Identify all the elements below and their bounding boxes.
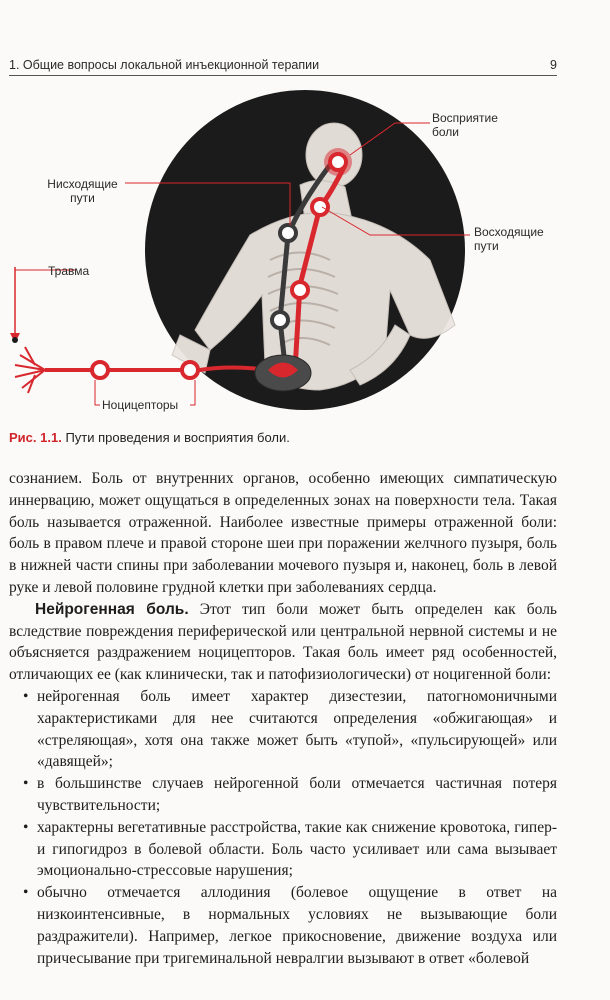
dark-node-lower	[272, 312, 288, 328]
caption-text: Пути проведения и восприятия боли.	[65, 430, 290, 445]
caption-figure-number: Рис. 1.1.	[9, 430, 62, 445]
list-item: • нейрогенная боль имеет характер дизестезии, патогномоничными характеристиками для нее считаются определения «обжигающая» и «стреляющая», хотя она также может быть «тупой», «пульсирующей» или «давящей»;	[9, 686, 557, 773]
neurogenic-features-list	[9, 686, 557, 969]
list-item: • характерны вегетативные расстройства, такие как снижение кровотока, гипер- и гипогидроз в болевой области. Боль часто усиливает или сама вызывает эмоционально-стрессовые нарушения;	[9, 817, 557, 882]
nerve-endings	[15, 347, 45, 393]
neurogenic-pain-text: Этот тип боли может быть определен как боль вследствие повреждения периферической или центральной нервной системы и не объясняется раздражением ноцицепторов. Такая боль имеет ряд особенностей, отличающих ее (как клинически, так и патофизиологически) от ноцигенной боли:	[9, 600, 557, 684]
label-perception: Восприятие боли	[432, 111, 498, 139]
red-node-lower	[292, 282, 308, 298]
nociceptor-node-left	[92, 362, 108, 378]
list-item: • в большинстве случаев нейрогенной боли отмечается частичная потеря чувствительности;	[9, 773, 557, 817]
pain-pathways-figure	[0, 85, 610, 420]
label-descending: Нисходящие пути	[47, 177, 118, 205]
trauma-dot	[12, 337, 18, 343]
neurogenic-pain-heading: Нейрогенная боль.	[35, 600, 189, 618]
list-item: • обычно отмечается аллодиния (болевое ощущение в ответ на низкоинтенсивные, в нормальных условиях не вызывающие боли раздражители). Например, легкое прикосновение, движение воздуха или причесывание при тригеминальной невралгии вызывают в ответ «болевой	[9, 882, 557, 969]
label-trauma: Травма	[48, 264, 90, 278]
red-node-upper	[312, 199, 328, 215]
spinal-cord-section	[255, 355, 311, 391]
chapter-title: 1. Общие вопросы локальной инъекционной терапии	[9, 58, 320, 72]
nociceptor-node-right	[182, 362, 198, 378]
paragraph-neurogenic-pain	[9, 599, 557, 686]
paragraph-referred-pain: сознанием. Боль от внутренних органов, особенно имеющих симпатическую иннервацию, может ощущаться в определенных зонах на поверхности тела. Такая боль называется отраженной. Наиболее известные примеры отраженной боли: боль в правом плече и правой стороне шеи при поражении желчного пузыря, боль в нижней части спины при заболевании мочевого пузыря и, наконец, боль в левой руке и левой половине грудной клетки при заболеваниях сердца.	[9, 470, 557, 596]
red-node-perception	[324, 148, 352, 176]
label-ascending: Восходящие пути	[474, 225, 544, 253]
page-number: 9	[550, 58, 557, 72]
figure-caption	[9, 430, 599, 445]
body-text	[9, 468, 557, 969]
running-header	[9, 55, 557, 77]
label-nociceptors: Ноцицепторы	[102, 398, 179, 412]
header-rule	[9, 75, 557, 76]
dark-node-upper	[280, 225, 296, 241]
